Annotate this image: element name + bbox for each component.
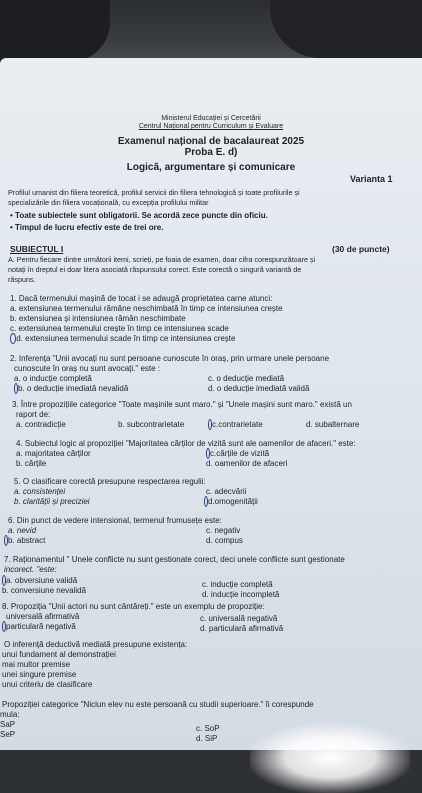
q5-option-d: d.omogenității — [204, 497, 258, 507]
section-title: SUBIECTUL I — [10, 244, 64, 254]
q5-option-b: b. clarității și preciziei — [14, 497, 90, 506]
exam-title: Examenul național de bacalaureat 2025 — [117, 136, 305, 147]
q3-option-a: a. contradicție — [16, 420, 66, 429]
q2-stem-line1: 2. Inferența "Unii avocați nu sunt persoane cunoscute în oraș, prin urmare unele persoane — [10, 354, 330, 363]
q6-stem: 6. Din punct de vedere intensional, termenul frumusețe este: — [8, 516, 222, 525]
q9-option-d: unui criteriu de clasificare — [2, 680, 93, 689]
q4-stem: 4. Subiectul logic al propoziției "Majoritatea cărților de vizită sunt ale oamenilor de afaceri." este: — [16, 439, 356, 448]
q6-option-d: d. compus — [206, 536, 243, 545]
q2-option-a: a. o inducție completă — [14, 374, 92, 383]
q3-stem-line2: raport de: — [16, 410, 51, 419]
q1-option-a: a. extensiunea termenului rămâne neschimbată în timp ce intensiunea crește — [10, 304, 283, 313]
q9-option-c: unei singure premise — [2, 670, 77, 679]
q7-option-c: c. inducție completă — [202, 580, 273, 589]
proba-label: Proba E. d) — [184, 147, 238, 158]
q1-option-d: d. extensiunea termenului scade în timp ce intensiunea crește — [10, 334, 235, 344]
q10-option-a: SaP — [0, 720, 16, 729]
section-points: (30 de puncte) — [332, 244, 390, 254]
q5-option-a: a. consistenței — [14, 487, 66, 496]
section-intro-line3: răspuns. — [8, 275, 36, 284]
ministry-name: Ministerul Educației și Cercetării — [161, 115, 261, 122]
q6-option-b: b. abstract — [4, 536, 45, 546]
exam-sheet — [0, 58, 422, 750]
q5-stem: 5. O clasificare corectă presupune respectarea regulii: — [14, 477, 206, 486]
q6-option-a: a. nevid — [8, 526, 37, 535]
q10-stem-line1: Propoziției categorice "Niciun elev nu este persoană cu studii superioare." îi corespunde — [2, 700, 314, 709]
q9-option-b: mai multor premise — [2, 660, 71, 669]
q7-option-b: b. conversiune nevalidă — [2, 586, 87, 595]
q8-option-a: universală afirmativă — [6, 612, 80, 621]
q4-option-a: a. majoritatea cărților — [16, 449, 91, 458]
q3-option-c: c.contrarietate — [208, 420, 263, 430]
q7-stem-line2: incorect. "este: — [4, 565, 57, 574]
q10-option-d: d. SiP — [196, 734, 218, 743]
q1-option-c: c. extensiunea termenului crește în timp ce intensiunea scade — [10, 324, 229, 333]
person-silhouette-left — [0, 0, 110, 62]
q3-option-d: d. subalternare — [306, 420, 360, 429]
q2-option-c: c. o deducție mediată — [208, 374, 285, 383]
q1-stem: 1. Dacă termenului mașină de tocat i se adaugă proprietatea carne atunci: — [10, 294, 273, 303]
q10-option-c: c. SoP — [196, 724, 220, 733]
center-name: Centrul Național pentru Curriculum și Evaluare — [138, 123, 284, 130]
q2-option-b: b. o deducție imediată nevalidă — [14, 384, 128, 394]
q2-option-d: d. o deducție imediată validă — [208, 384, 310, 393]
person-silhouette-right — [270, 0, 422, 58]
q3-option-b: b. subcontrarietate — [118, 420, 185, 429]
q4-option-b: b. cărțile — [16, 459, 47, 468]
q10-stem-line2: mula: — [0, 710, 20, 719]
q2-stem-line2: cunoscute în oraș nu sunt avocați." este : — [14, 364, 161, 373]
q8-option-b: particulară negativă — [2, 622, 76, 632]
profile-text-line1: Profilul umanist din filiera teoretică, profilul servicii din filiera tehnologică și toate profilurile și — [8, 188, 300, 197]
section-intro-line1: A. Pentru fiecare dintre următorii itemi, scrieți, pe foaia de examen, doar cifra corespunzătoare și — [8, 255, 316, 264]
q9-option-a: unui fundament al demonstrației — [2, 650, 116, 659]
q8-option-c: c. universală negativă — [200, 614, 278, 623]
light-glare — [250, 723, 410, 793]
section-intro-line2: notați în dreptul ei doar litera asociată răspunsului corect. Este corectă o singură variantă de — [8, 265, 302, 274]
rule-bullet-2: • Timpul de lucru efectiv este de trei ore. — [10, 223, 164, 232]
q7-option-a: a. obversiune validă — [2, 576, 77, 586]
q1-option-b: b. extensiunea și intensiunea rămân neschimbate — [10, 314, 186, 323]
q5-option-c: c. adecvării — [206, 487, 247, 496]
q9-stem: O inferență deductivă mediată presupune existența: — [4, 640, 188, 649]
variant-label: Varianta 1 — [350, 174, 393, 184]
q6-option-c: c. negativ — [206, 526, 241, 535]
q8-stem: 8. Propoziția "Unii actori nu sunt cântăreți." este un exemplu de propoziție: — [2, 602, 265, 611]
q4-option-c: c.cărțile de vizită — [206, 449, 269, 459]
q8-option-d: d. particulară afirmativă — [200, 624, 284, 633]
q10-option-b: SeP — [0, 730, 16, 739]
rule-bullet-1: • Toate subiectele sunt obligatorii. Se acordă zece puncte din oficiu. — [10, 211, 268, 220]
q7-option-d: d. inducție incompletă — [202, 590, 280, 599]
profile-text-line2: specializările din filiera vocațională, cu excepția profilului militar — [8, 198, 209, 207]
subject-title: Logică, argumentare și comunicare — [126, 162, 296, 173]
q3-stem-line1: 3. Între propozițiile categorice "Toate mașinile sunt maro." și "Unele mașini sunt maro." există un — [12, 400, 352, 409]
q7-stem-line1: 7. Raționamentul " Unele conflicte nu sunt gestionate corect, deci unele conflicte sunt gestionate — [4, 555, 345, 564]
q4-option-d: d. oamenilor de afaceri — [206, 459, 288, 468]
